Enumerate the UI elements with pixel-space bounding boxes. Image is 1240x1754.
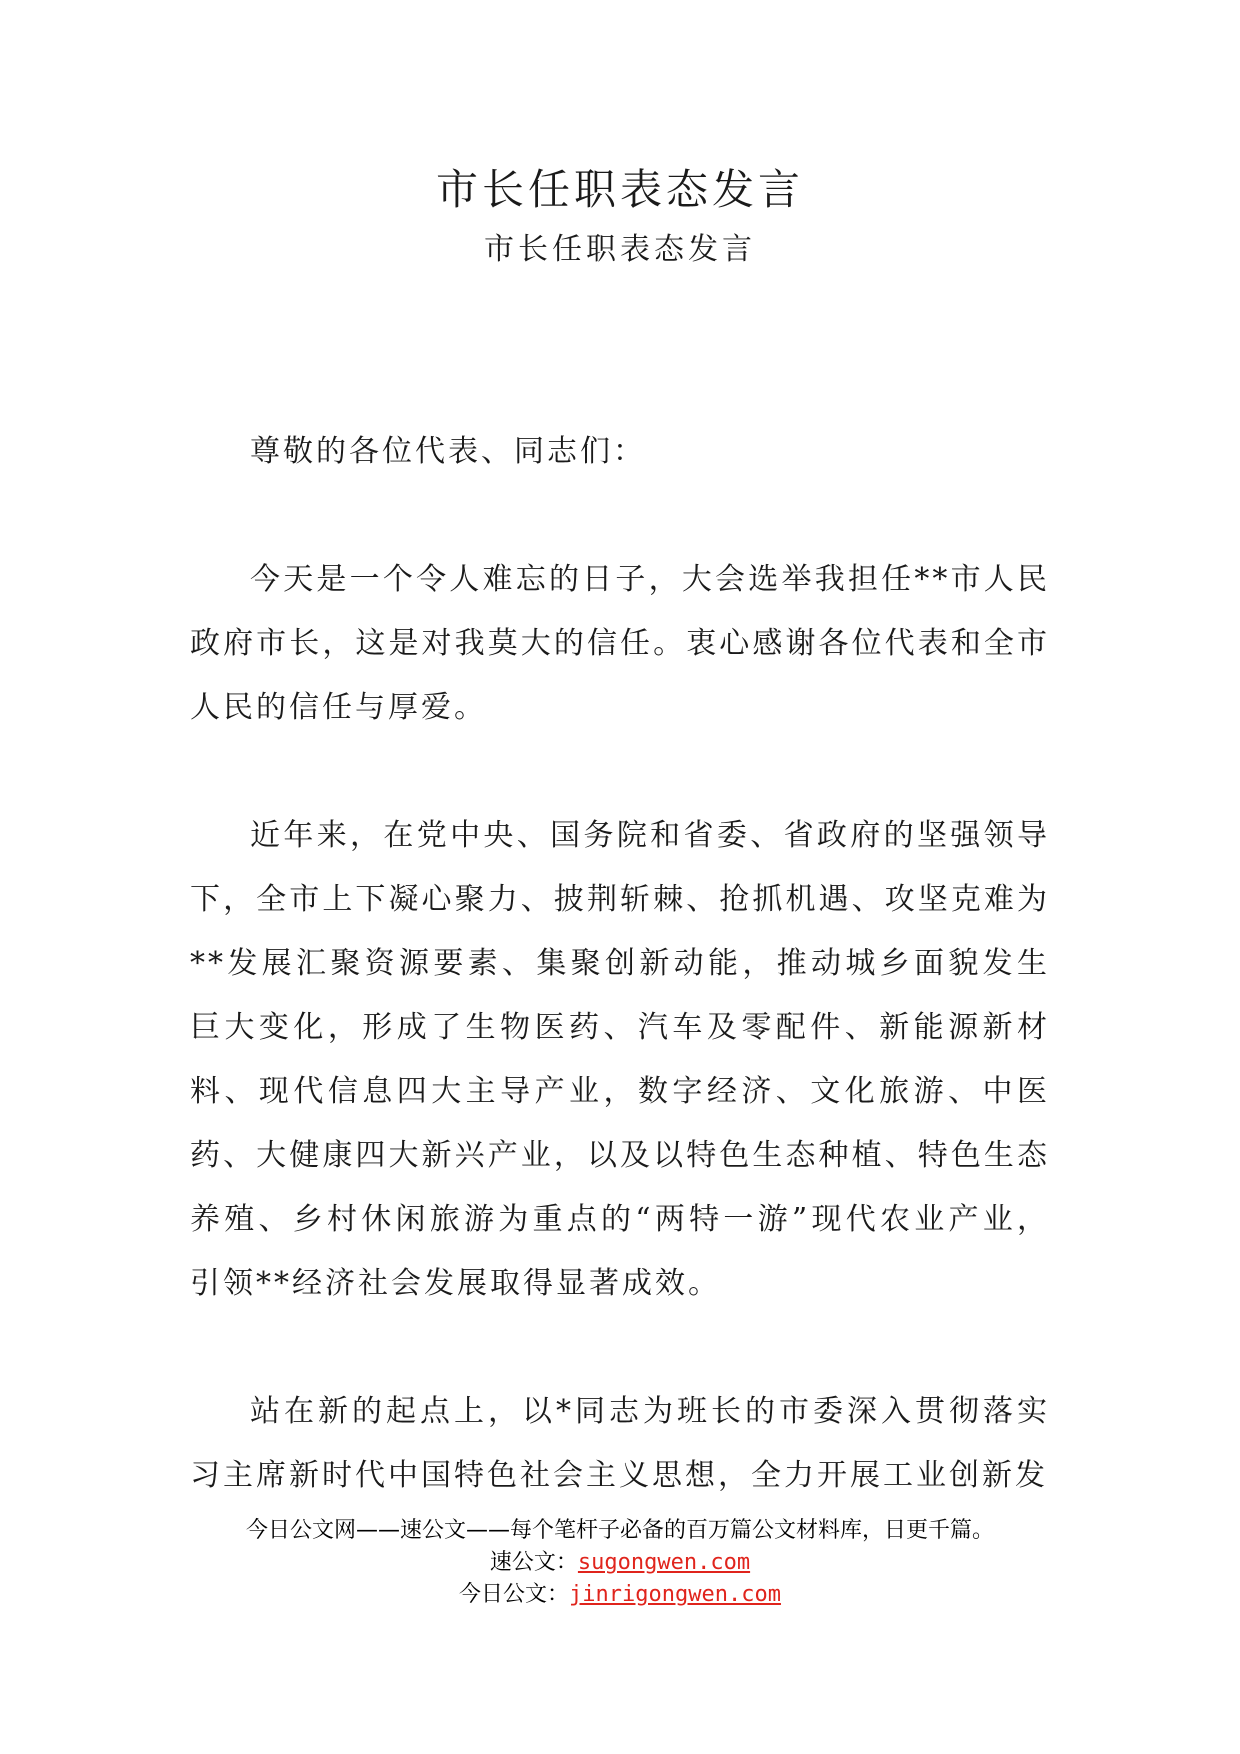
body-paragraph: 近年来，在党中央、国务院和省委、省政府的坚强领导下，全市上下凝心聚力、披荆斩棘、抢抓机遇、攻坚克难为**发展汇聚资源要素、集聚创新动能，推动城乡面貌发生巨大变化，形成了生物医药、汽车及零配件、新能源新材料、现代信息四大主导产业，数字经济、文化旅游、中医药、大健康四大新兴产业，以及以特色生态种植、特色生态养殖、乡村休闲旅游为重点的“两特一游”现代农业产业，引领**经济社会发展取得显著成效。 (190, 818, 1050, 1301)
body-paragraph: 今天是一个令人难忘的日子，大会选举我担任**市人民政府市长，这是对我莫大的信任。衷心感谢各位代表和全市人民的信任与厚爱。 (190, 562, 1050, 725)
sugongwen-link[interactable]: sugongwen.com (577, 1550, 751, 1575)
footer-sugongwen-label: 速公文： (489, 1550, 578, 1575)
footer-slogan: 今日公文网——速公文——每个笔杆子必备的百万篇公文材料库，日更千篇。 (245, 1518, 994, 1543)
document-subtitle: 市长任职表态发言 (484, 232, 756, 267)
footer-jinrigongwen-line (0, 1579, 1240, 1611)
footer (0, 1515, 1240, 1611)
salutation-paragraph: 尊敬的各位代表、同志们： (250, 434, 646, 469)
body-paragraph: 站在新的起点上，以*同志为班长的市委深入贯彻落实习主席新时代中国特色社会主义思想，全力开展工业创新发 (190, 1394, 1050, 1493)
document-title: 市长任职表态发言 (435, 165, 804, 214)
document-body (190, 420, 1050, 1572)
footer-sugongwen-line (0, 1547, 1240, 1579)
jinrigongwen-link[interactable]: jinrigongwen.com (569, 1582, 781, 1607)
footer-jinrigongwen-label: 今日公文： (459, 1582, 570, 1607)
